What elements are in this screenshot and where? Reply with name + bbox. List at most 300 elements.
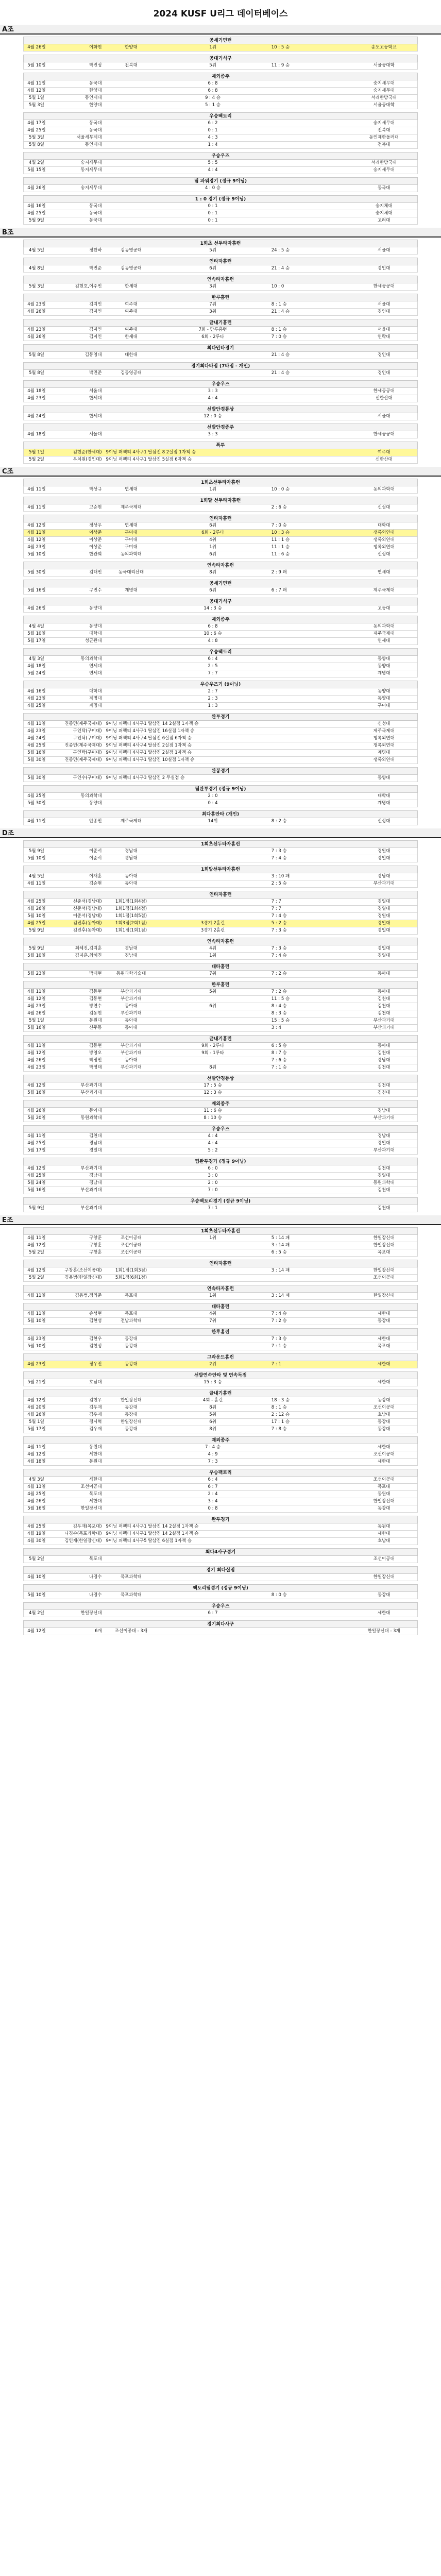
record-section (23, 258, 418, 273)
date-cell: 4월 12일 (27, 1243, 46, 1248)
team-cell: 1회3점(2회1점) (115, 921, 147, 926)
detail-cell (157, 1025, 268, 1031)
table-row (23, 927, 418, 935)
date-cell: 5월 16일 (27, 1090, 46, 1095)
detail-cell: 6회 - 2루타 (201, 530, 225, 535)
team-cell (105, 656, 158, 663)
section-title: 공대기식구 (23, 598, 418, 605)
date-cell: 4월 13일 (27, 1484, 46, 1489)
result-cell: 7 : 3 승 (271, 928, 287, 933)
table-row (23, 1592, 418, 1599)
table-row (23, 334, 418, 341)
date-cell: 5월 8일 (28, 142, 44, 147)
opponent-cell: 동국대 (377, 185, 391, 191)
detail-cell: 2 : 5 (208, 664, 218, 669)
player-cell: 동양대 (89, 606, 102, 611)
result-cell (268, 1275, 351, 1281)
team-cell: 동강대 (125, 1362, 138, 1367)
opponent-cell: 조선이공대 (373, 1405, 395, 1410)
detail-cell: 6위 (209, 1004, 216, 1009)
result-cell (268, 120, 351, 127)
table-row (23, 1484, 418, 1491)
team-cell: 동원과학기술대 (116, 971, 146, 976)
team-cell: 1회1점(1회1점) (115, 928, 147, 933)
player-cell: 김인재(한일장신대) (64, 1538, 102, 1544)
result-cell (268, 793, 351, 800)
opponent-cell: 경일대 (377, 906, 391, 911)
record-section (23, 1516, 418, 1545)
record-section (23, 1620, 418, 1635)
result-cell: 7 : 3 승 (271, 1336, 287, 1342)
date-cell: 4월 23일 (27, 1362, 46, 1367)
detail-cell: 4 : 0 승 (205, 185, 221, 191)
record-section (23, 276, 418, 291)
date-cell: 4월 24일 (27, 736, 46, 741)
team-cell (105, 696, 158, 702)
record-section (23, 1285, 418, 1300)
player-cell: 부산과기대 (80, 1188, 102, 1193)
team-cell (105, 1180, 158, 1187)
table-row (23, 1505, 418, 1513)
team-cell (105, 1477, 158, 1483)
player-cell: 구인탁(구미대) (73, 736, 102, 741)
team-cell: 9이닝 퍼펙티 4사구3 탈삼진 2 무실점 승 (106, 775, 185, 781)
detail-cell: 3 : 3 (208, 432, 218, 437)
team-cell (105, 638, 158, 645)
team-cell: 1회1점(1회3점) (115, 1268, 147, 1273)
date-cell: 4월 26일 (27, 606, 46, 611)
opponent-cell: 제주국제대 (373, 728, 395, 734)
opponent-cell: 김천대 (377, 996, 391, 1002)
team-cell: 동의과학대 (120, 552, 142, 557)
date-cell: 4월 26일 (27, 1108, 46, 1113)
detail-cell: 5 : 1 승 (205, 103, 221, 108)
result-cell (268, 1090, 351, 1096)
record-section (23, 73, 418, 109)
table-row (23, 1165, 418, 1173)
team-cell: 여주대 (125, 327, 138, 332)
table-row (23, 1133, 418, 1140)
player-cell: 한양대 (89, 88, 102, 93)
result-cell: 8 : 1 승 (271, 327, 287, 332)
result-cell (268, 1082, 351, 1089)
opponent-cell: 쟁록외연대 (373, 743, 395, 748)
player-cell: 박진성 (89, 63, 102, 68)
player-cell: 김진후(동아대) (73, 921, 102, 926)
table-row (23, 1140, 418, 1147)
date-cell: 4월 12일 (27, 88, 46, 93)
section-title: 우승팩토리 (23, 112, 418, 120)
player-cell: 이상준 (89, 530, 102, 535)
opponent-cell: 신한산대 (375, 457, 393, 462)
date-cell: 4월 26일 (27, 1011, 46, 1016)
opponent-cell: 김천대 (377, 1050, 391, 1056)
table-row (23, 1147, 418, 1155)
date-cell: 5월 20일 (27, 1115, 46, 1121)
detail-cell: 7위 (209, 302, 216, 307)
section-title: 1회말 선두타자홈런 (23, 497, 418, 504)
opponent-cell: 김천대 (377, 1166, 391, 1171)
detail-cell (157, 996, 268, 1003)
table-row (23, 395, 418, 402)
date-cell: 5월 10일 (27, 63, 46, 68)
result-cell: 24 : 5 승 (271, 248, 290, 253)
result-cell (268, 623, 351, 630)
player-cell: 이준서(경남대) (73, 913, 102, 919)
table-row (23, 1115, 418, 1122)
table-row (23, 62, 418, 70)
opponent-cell: 김천대 (377, 1083, 391, 1088)
detail-cell: 4위 (209, 537, 216, 543)
player-cell: 김지인 (89, 302, 102, 307)
table-row (23, 1498, 418, 1505)
detail-cell: 2 : 0 (208, 793, 218, 799)
table-row (23, 522, 418, 530)
detail-cell: 1위 (209, 545, 216, 550)
date-cell: 4월 16일 (27, 204, 46, 209)
table-row (23, 1018, 418, 1025)
team-cell: 조선이공대 (120, 1235, 142, 1241)
record-section (23, 152, 418, 174)
result-cell (268, 88, 351, 94)
result-cell: 7 : 1 (271, 1362, 281, 1367)
detail-cell (157, 1018, 268, 1024)
table-row (23, 920, 418, 927)
date-cell: 4월 23일 (27, 728, 46, 734)
section-title: 연속타자홈런 (23, 1285, 418, 1293)
player-cell: 박민준 (89, 266, 102, 271)
result-cell: 7 : 0 승 (271, 334, 287, 340)
detail-cell: 2 : 7 (208, 689, 218, 694)
section-title: 연타자홈런 (23, 258, 418, 265)
record-section (23, 1158, 418, 1194)
player-cell: 이상준 (89, 537, 102, 543)
result-cell: 7 : 2 승 (271, 989, 287, 994)
opponent-cell: 경남대 (377, 1133, 391, 1139)
table-row (23, 1187, 418, 1194)
date-cell: 4월 11일 (27, 1133, 46, 1139)
date-cell: 4월 26일 (27, 185, 46, 191)
detail-cell (157, 1343, 268, 1350)
detail-cell: 10 : 6 승 (203, 631, 222, 636)
section-title: 팀 파워경기 (정규 9이닝) (23, 177, 418, 185)
table-row (23, 1336, 418, 1343)
detail-cell: 5 : 2 (208, 1148, 218, 1153)
opponent-cell: 한세공공대 (373, 284, 395, 289)
record-section (23, 785, 418, 807)
date-cell: 5월 3일 (28, 103, 44, 108)
result-cell (268, 1108, 351, 1114)
opponent-cell: 호남대 (377, 1538, 391, 1544)
record-section (23, 319, 418, 341)
result-cell: 10 : 0 (271, 284, 284, 289)
opponent-cell: 숭지체대 (375, 211, 393, 216)
team-cell (105, 1108, 158, 1114)
detail-cell: 7위 (209, 1318, 216, 1324)
result-cell: 7 : 1 승 (271, 1065, 287, 1070)
team-cell (105, 1173, 158, 1179)
result-cell (268, 102, 351, 109)
player-cell: 김현우 (89, 1336, 102, 1342)
player-cell: 진종민(제주국제대) (64, 721, 102, 726)
table-row (23, 544, 418, 551)
date-cell: 4월 11일 (27, 487, 46, 492)
team-cell (105, 388, 158, 395)
team-cell: 구미대 (125, 530, 138, 535)
player-cell: 신주동 (89, 1025, 102, 1030)
player-cell: 김현준(한세대) (73, 450, 102, 455)
team-cell: 제주국제대 (120, 819, 142, 824)
section-title: 경기최다사구 (23, 1620, 418, 1628)
table-row (23, 688, 418, 696)
detail-cell: 9 : 4 승 (205, 95, 221, 100)
result-cell (268, 1610, 351, 1617)
detail-cell: 7 : 3 (208, 1459, 218, 1464)
result-cell (268, 631, 351, 637)
date-cell: 4월 26일 (27, 1499, 46, 1504)
detail-cell: 6 : 4 (208, 1477, 218, 1482)
detail-cell: 3 : 4 (208, 1499, 218, 1504)
detail-cell: 3경기 2홈런 (200, 921, 225, 926)
detail-cell: 0 : 8 (208, 1506, 218, 1511)
opponent-cell: 서울공대학 (373, 63, 395, 68)
section-title: 1회초 선두타자홈런 (23, 240, 418, 247)
table-row (23, 742, 418, 750)
table-row (23, 1108, 418, 1115)
detail-cell: 5위 (209, 248, 216, 253)
detail-cell (158, 728, 268, 735)
team-cell: 9이닝 퍼펙티 4사구1 탈삼진 10실점 1자책 승 (106, 757, 195, 762)
player-cell: 구창훈(조선이공대) (64, 1268, 102, 1273)
group-header: B조 (0, 228, 441, 238)
detail-cell: 14위 (208, 819, 218, 824)
result-cell (268, 703, 351, 709)
section-title: 경기 최다실점 (23, 1566, 418, 1574)
detail-cell (157, 352, 268, 359)
result-cell: 7 : 2 승 (271, 1318, 287, 1324)
team-cell: 대한대 (125, 352, 138, 358)
player-cell: 세한대 (89, 1477, 102, 1482)
section-title: 최다4사구경기 (23, 1548, 418, 1556)
date-cell: 4월 25일 (27, 899, 46, 904)
date-cell: 4월 11일 (27, 989, 46, 994)
date-cell: 4월 4일 (28, 624, 44, 629)
detail-cell: 0 : 1 (208, 218, 218, 223)
player-cell: 박영태 (89, 1065, 102, 1070)
section-title: 선발안경종주 (23, 423, 418, 431)
detail-cell (157, 1242, 268, 1249)
date-cell: 4월 11일 (27, 1311, 46, 1316)
date-cell: 5월 16일 (27, 750, 46, 755)
team-cell: 조선이공대 (120, 1250, 142, 1255)
date-cell: 5월 17일 (27, 1427, 46, 1432)
opponent-cell: 쟁록외연대 (373, 545, 395, 550)
table-row (23, 1293, 418, 1300)
player-cell: 계명대 (89, 703, 102, 708)
team-cell: 동강대 (125, 1412, 138, 1417)
table-row (23, 855, 418, 862)
opponent-cell: 부산과기대 (373, 1115, 395, 1121)
table-row (23, 504, 418, 512)
record-section (23, 1389, 418, 1433)
date-cell: 4월 25일 (27, 793, 46, 799)
result-cell: 7 : 7 (271, 906, 281, 911)
team-cell: 부산과기대 (120, 1065, 142, 1070)
date-cell: 5월 3일 (28, 284, 44, 289)
opponent-cell: 김천대 (377, 1011, 391, 1016)
table-row (23, 1523, 418, 1531)
opponent-cell: 신성대 (377, 819, 391, 824)
table-row (23, 880, 418, 888)
date-cell: 5월 2일 (28, 457, 44, 462)
detail-cell (157, 848, 268, 855)
record-section (23, 515, 418, 558)
date-cell: 4월 25일 (27, 211, 46, 216)
detail-cell: 6 : 0 (208, 1166, 218, 1171)
table-row (23, 971, 418, 978)
player-cell: 김현우 (89, 1398, 102, 1403)
team-cell (105, 127, 158, 134)
player-cell: 신준서(경남대) (73, 906, 102, 911)
table-row (23, 1412, 418, 1419)
date-cell: 4월 23일 (27, 327, 46, 332)
table-row (23, 1459, 418, 1466)
player-cell: 세한대 (89, 1452, 102, 1457)
player-cell: 김지인 (89, 334, 102, 340)
team-cell: 9이닝 퍼펙티 4사구1 탈삼진 16실점 1자책 승 (106, 728, 195, 734)
record-section (23, 1227, 418, 1257)
team-cell: 조선이공대 (120, 1243, 142, 1248)
result-cell: 8 : 1 승 (271, 1405, 287, 1410)
table-row (23, 388, 418, 395)
player-cell: 세한대 (89, 1499, 102, 1504)
table-row (23, 793, 418, 800)
player-cell: 목포대 (89, 1556, 102, 1562)
result-cell: 7 : 6 승 (271, 1058, 287, 1063)
table-row (23, 327, 418, 334)
team-cell: 한양대 (125, 45, 138, 50)
detail-cell: 9회 - 2루타 (201, 1043, 225, 1048)
table-row (23, 88, 418, 95)
team-cell: 여주대 (125, 302, 138, 307)
opponent-cell: 경일대 (377, 899, 391, 904)
table-row (23, 1267, 418, 1275)
player-cell: 박정민 (89, 1058, 102, 1063)
table-row (23, 631, 418, 638)
date-cell: 4월 12일 (27, 537, 46, 543)
date-cell: 4월 25일 (27, 1492, 46, 1497)
section-title: 선발연속안타 및 연속득점 (23, 1371, 418, 1379)
section-title: 연속타자홈런 (23, 938, 418, 945)
detail-cell: 3위 (209, 284, 216, 289)
date-cell: 5월 30일 (27, 757, 46, 762)
date-cell: 5월 9일 (28, 218, 44, 223)
date-cell: 4월 23일 (27, 545, 46, 550)
date-cell: 4월 18일 (27, 1459, 46, 1464)
section-title: 우승우즈 (23, 1125, 418, 1133)
result-cell: 7 : 0 승 (271, 523, 287, 528)
table-row (23, 818, 418, 825)
result-cell (268, 1187, 351, 1194)
section-title: 1회초선두타자홈런 (23, 479, 418, 486)
detail-cell: 8위 (209, 570, 216, 575)
player-cell: 최혜진,김지훈 (75, 946, 102, 951)
team-cell (105, 1556, 158, 1563)
detail-cell: 5위 (209, 63, 216, 68)
detail-cell (157, 899, 268, 905)
opponent-cell: 김천대 (377, 1065, 391, 1070)
team-cell: 목포과학대 (120, 1574, 142, 1580)
table-row (23, 1397, 418, 1404)
opponent-cell: 한일장신대 (373, 1243, 395, 1248)
detail-cell: 1 : 3 (208, 703, 218, 708)
team-cell (105, 1491, 158, 1498)
table-row (23, 352, 418, 359)
team-cell: 동국대리산대 (118, 570, 144, 575)
player-cell: 서울대 (89, 432, 102, 437)
section-title: 공세기민턴 (23, 580, 418, 587)
record-section (23, 1566, 418, 1581)
date-cell: 5월 30일 (27, 570, 46, 575)
player-cell: 김현호,이주민 (75, 284, 102, 289)
opponent-cell: 경인대 (377, 370, 391, 376)
section-title: 우승우즈 (23, 152, 418, 160)
result-cell (268, 663, 351, 670)
team-cell: 동아대 (125, 1025, 138, 1030)
record-section (23, 840, 418, 862)
result-cell: 21 : 4 승 (271, 266, 290, 271)
result-cell (268, 456, 351, 463)
table-row (23, 1025, 418, 1032)
result-cell: 11 : 9 승 (271, 63, 290, 68)
date-cell: 5월 30일 (27, 775, 46, 781)
section-title: 연타자홈런 (23, 1260, 418, 1267)
result-cell: 7 : 2 승 (271, 971, 287, 976)
table-row (23, 1538, 418, 1545)
player-cell: 김승현 (89, 881, 102, 886)
result-cell (268, 203, 351, 210)
result-cell (268, 775, 351, 782)
detail-cell: 6 : 8 (208, 81, 218, 86)
section-title: 연속타자홈런 (23, 562, 418, 569)
team-cell (105, 120, 158, 127)
date-cell: 4월 19일 (27, 1531, 46, 1536)
player-cell: 김현성 (89, 1318, 102, 1324)
opponent-cell: 전북대 (377, 142, 391, 147)
team-cell (105, 134, 158, 141)
player-cell: 이상준 (89, 545, 102, 550)
opponent-cell: 서래한방국대 (371, 95, 397, 100)
result-cell (268, 1498, 351, 1505)
player-cell: 동의과학대 (80, 793, 102, 799)
opponent-cell: 세한대 (377, 1611, 391, 1616)
player-cell: 나경수 (89, 1574, 102, 1580)
opponent-cell: 동양대 (377, 696, 391, 701)
player-cell: 김동현 (89, 1043, 102, 1048)
player-cell: 6개 (94, 1629, 102, 1634)
date-cell: 4월 16일 (27, 689, 46, 694)
date-cell: 4월 23일 (27, 396, 46, 401)
result-cell (268, 1133, 351, 1140)
player-cell: 안종민 (89, 819, 102, 824)
date-cell: 5월 21일 (27, 1380, 46, 1385)
player-cell: 구인수(구미대) (73, 775, 102, 781)
team-cell: 구미대 (125, 537, 138, 543)
result-cell (268, 1491, 351, 1498)
result-cell (268, 431, 351, 438)
opponent-cell: 계명대 (377, 801, 391, 806)
result-cell: 8 : 1 승 (271, 302, 287, 307)
